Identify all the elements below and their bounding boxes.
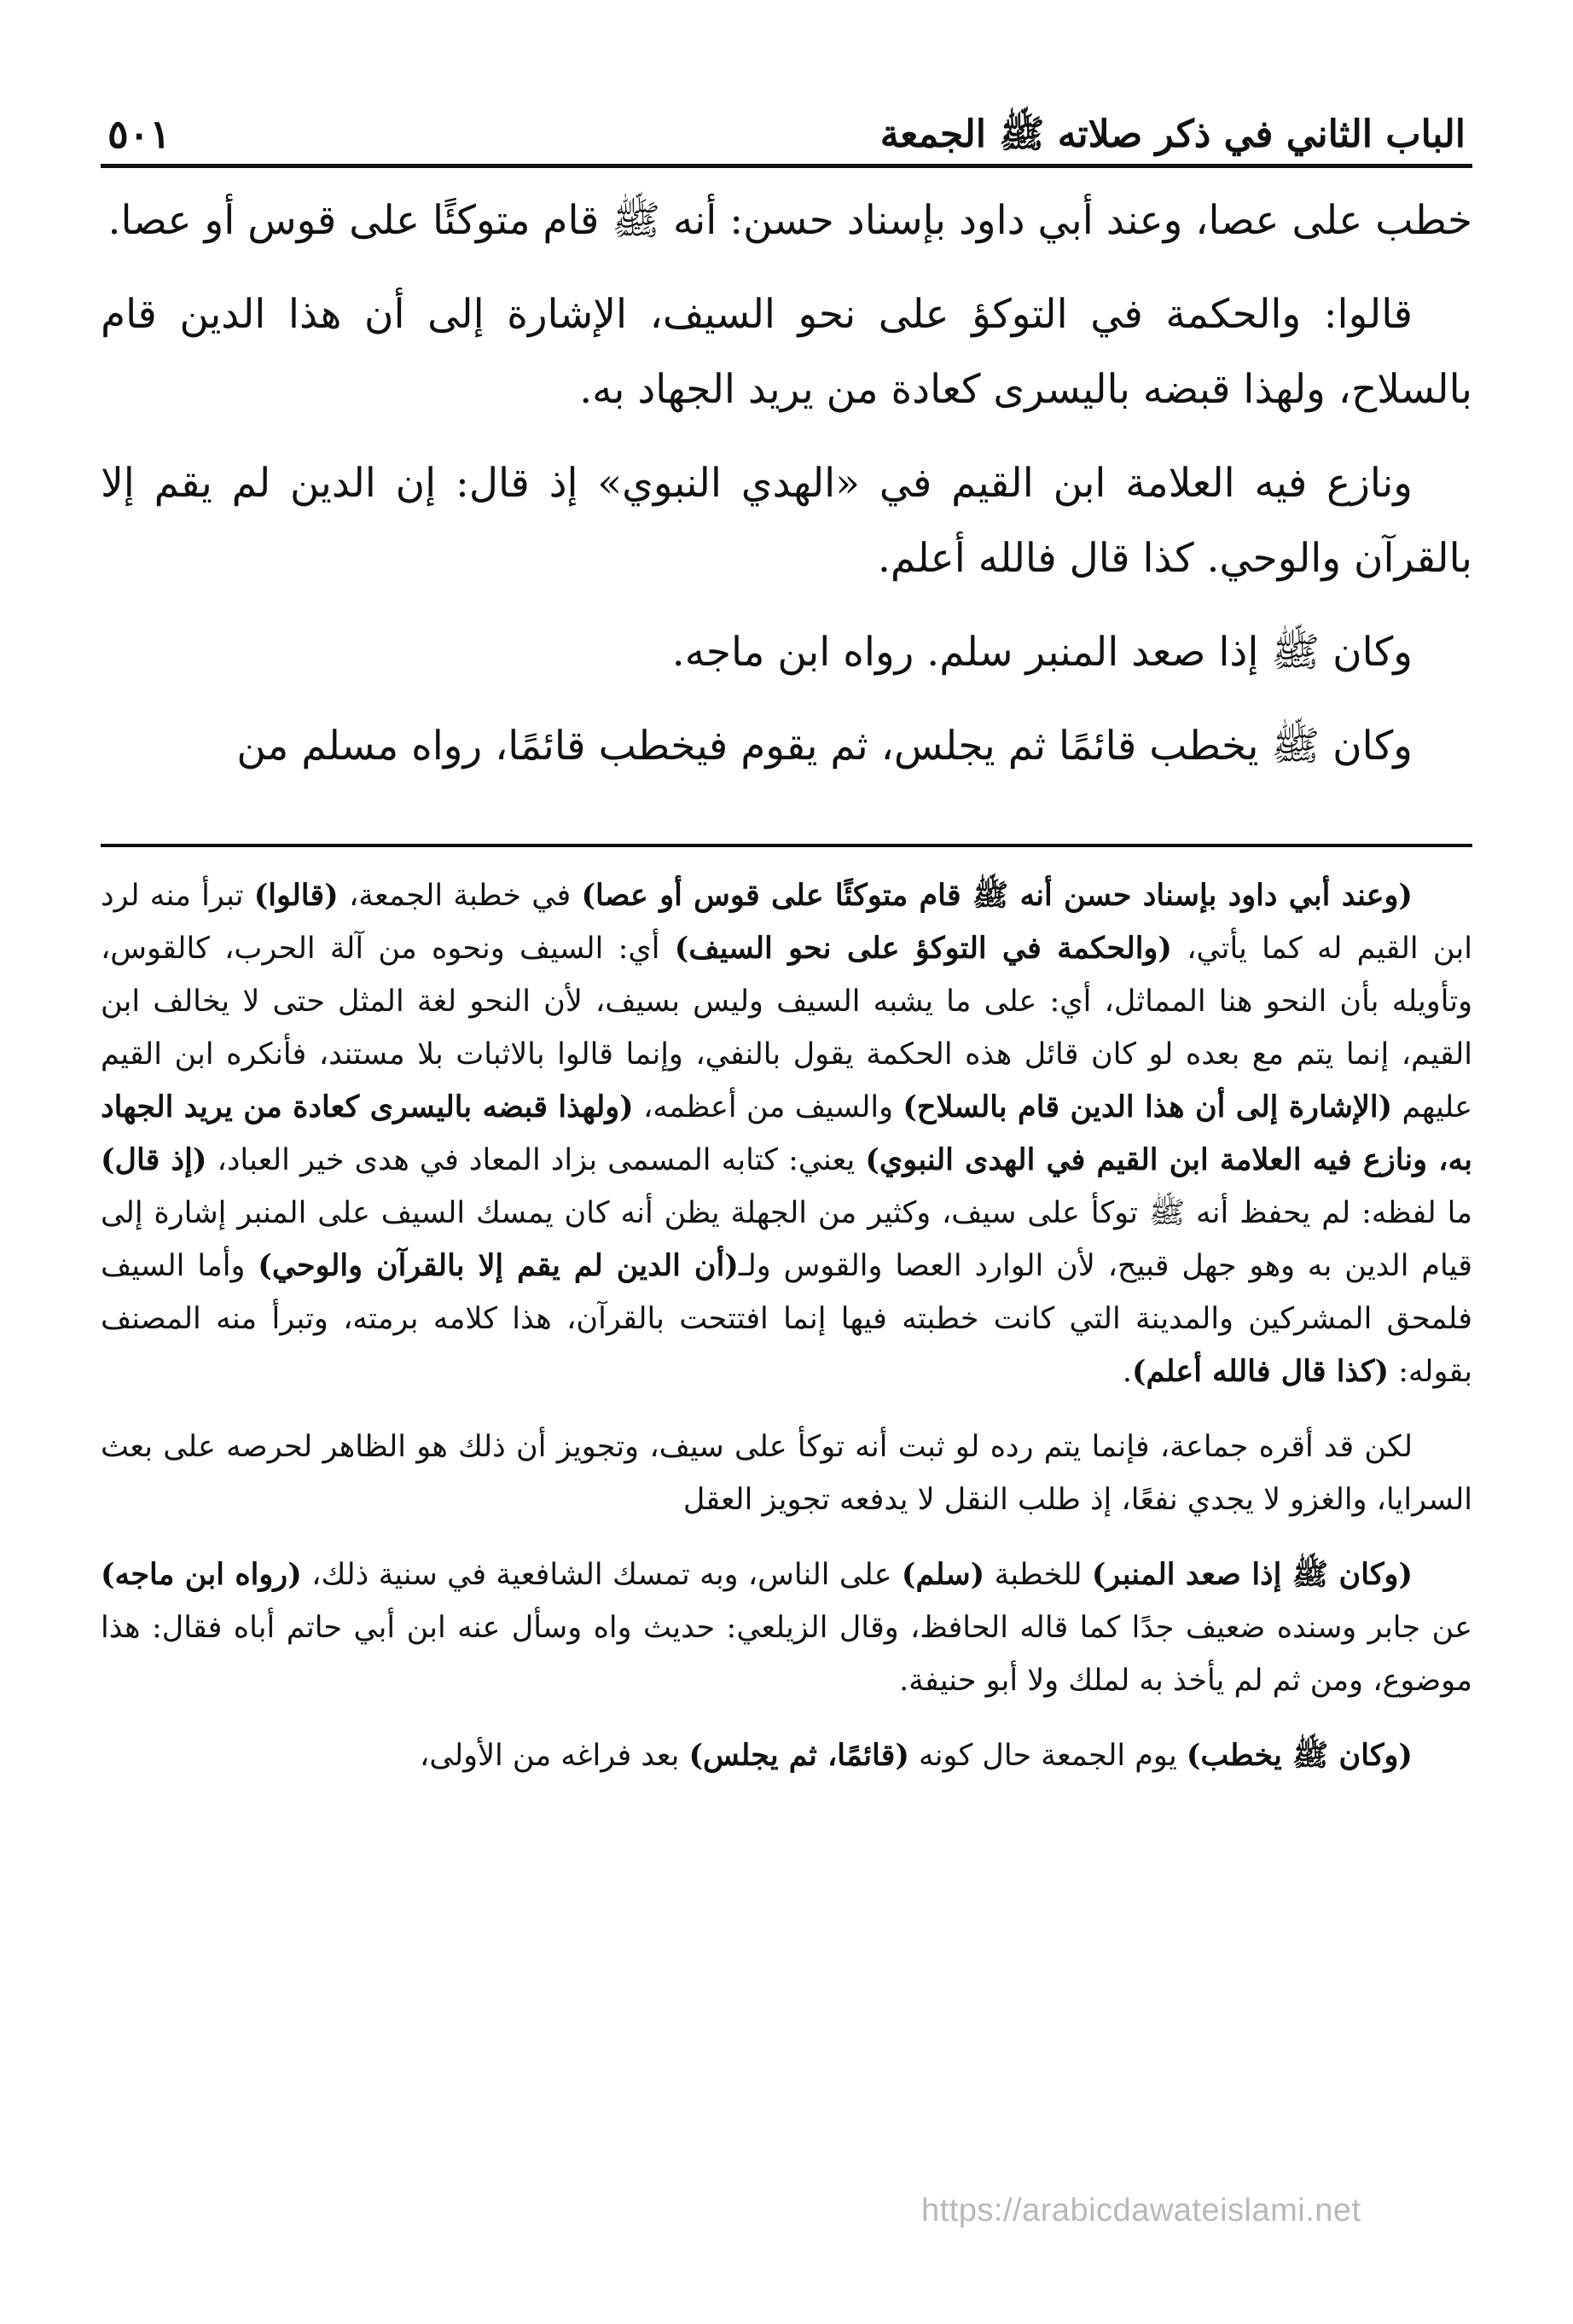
header-divider (101, 164, 1472, 168)
commentary-paragraph (101, 869, 1472, 1398)
watermark-url: https://arabicdawateislami.net (921, 2193, 1361, 2228)
quoted-text: (ولهذا قبضه باليسرى كعادة من يريد الجهاد به، ونازع فيه العلامة ابن القيم في الهدى النبوي) (101, 1089, 1472, 1177)
commentary-text: في خطبة الجمعة، (338, 879, 582, 913)
quoted-text: (وكان ﷺ يخطب) (1186, 1738, 1413, 1773)
quoted-text: (أن الدين لم يقم إلا بالقرآن والوحي) (258, 1248, 739, 1283)
quoted-text: (وعند أبي داود بإسناد حسن أنه ﷺ قام متوكئًا على قوس أو عصا) (581, 878, 1413, 913)
commentary-text: عن جابر وسنده ضعيف جدًا كما قاله الحافظ، وقال الزيلعي: حديث واه وسأل عنه ابن أبي حاتم أباه فقال: هذا موضوع، ومن ثم لم يأخذ به لملك ولا أبو حنيفة. (101, 1611, 1472, 1698)
quoted-text: (قائمًا، ثم يجلس) (688, 1738, 909, 1773)
quoted-text: (سلم) (901, 1557, 985, 1592)
running-header (101, 85, 1472, 157)
page-number: ٥٠١ (107, 111, 171, 157)
main-paragraph: وكان ﷺ إذا صعد المنبر سلم. رواه ابن ماجه. (671, 629, 1413, 676)
commentary-text: أي: السيف ونحوه من آلة الحرب، كالقوس، وتأويله بأن النحو هنا المماثل، أي: على ما يشبه السيف وليس بسيف، لأن النحو لغة المثل حتى لا يخالف ابن القيم، إنما يتم مع بعده لو كان قائل هذه الحكمة يقول بالنفي، وإنما قالوا بالاثبات بلا مستند، فأنكره ابن القيم عليهم (101, 932, 1472, 1124)
quoted-text: (إذ قال) (101, 1142, 207, 1177)
commentary-text: للخطبة (984, 1558, 1092, 1592)
quoted-text: (رواه ابن ماجه) (101, 1557, 302, 1592)
main-paragraph: خطب على عصا، وعند أبي داود بإسناد حسن: أنه ﷺ قام متوكئًا على قوس أو عصا. (107, 197, 1472, 244)
commentary-text: على الناس، وبه تمسك الشافعية في سنية ذلك، (301, 1558, 902, 1592)
main-paragraph: قالوا: والحكمة في التوكؤ على نحو السيف، الإشارة إلى أن هذا الدين قام بالسلاح، ولهذا قبضه باليسرى كعادة من يريد الجهاد به. (101, 291, 1472, 413)
commentary-text: يعني: كتابه المسمى بزاد المعاد في هدى خير العباد، (206, 1143, 866, 1177)
quoted-text: (كذا قال فالله أعلم) (1131, 1354, 1390, 1389)
commentary-text: . (1122, 1355, 1132, 1389)
commentary-text: تبرأ منه لرد ابن القيم له كما يأتي، (101, 879, 1472, 966)
quoted-text: (الإشارة إلى أن هذا الدين قام بالسلاح) (903, 1089, 1393, 1124)
commentary-paragraph (101, 1729, 1472, 1782)
commentary-paragraph (101, 1548, 1472, 1707)
commentary-text: وأما السيف فلمحق المشركين والمدينة التي كانت خطبته فيها إنما افتتحت بالقرآن، هذا كلامه برمته، وتبرأ منه المصنف بقوله: (101, 1249, 1472, 1389)
quoted-text: (قالوا) (253, 878, 339, 913)
main-paragraph: ونازع فيه العلامة ابن القيم في «الهدي النبوي» إذ قال: إن الدين لم يقم إلا بالقرآن والوحي. كذا قال فالله أعلم. (101, 460, 1472, 582)
footnote-divider (101, 844, 1472, 847)
commentary-text: يوم الجمعة حال كونه (908, 1739, 1187, 1773)
chapter-title: الباب الثاني في ذكر صلاته ﷺ الجمعة (879, 113, 1466, 156)
main-text (101, 183, 1472, 784)
commentary-text: والسيف من أعظمه، (633, 1090, 903, 1124)
commentary-text: بعد فراغه من الأولى، (420, 1739, 689, 1773)
commentary-text: ما لفظه: لم يحفظ أنه ﷺ توكأ على سيف، وكثير من الجهلة يظن أنه كان يمسك السيف على المنبر إشارة إلى قيام الدين به وهو جهل قبيح، لأن الوارد العصا والقوس ولـ (101, 1196, 1472, 1283)
main-paragraph: وكان ﷺ يخطب قائمًا ثم يجلس، ثم يقوم فيخطب قائمًا، رواه مسلم من (236, 723, 1413, 770)
commentary-paragraph: لكن قد أقره جماعة، فإنما يتم رده لو ثبت أنه توكأ على سيف، وتجويز أن ذلك هو الظاهر لحرصه على بعث السرايا، والغزو لا يجدي نفعًا، إذ طلب النقل لا يدفعه تجويز العقل (101, 1430, 1472, 1517)
commentary (101, 869, 1472, 1782)
quoted-text: (وكان ﷺ إذا صعد المنبر) (1091, 1557, 1413, 1592)
quoted-text: (والحكمة في التوكؤ على نحو السيف) (674, 931, 1172, 966)
